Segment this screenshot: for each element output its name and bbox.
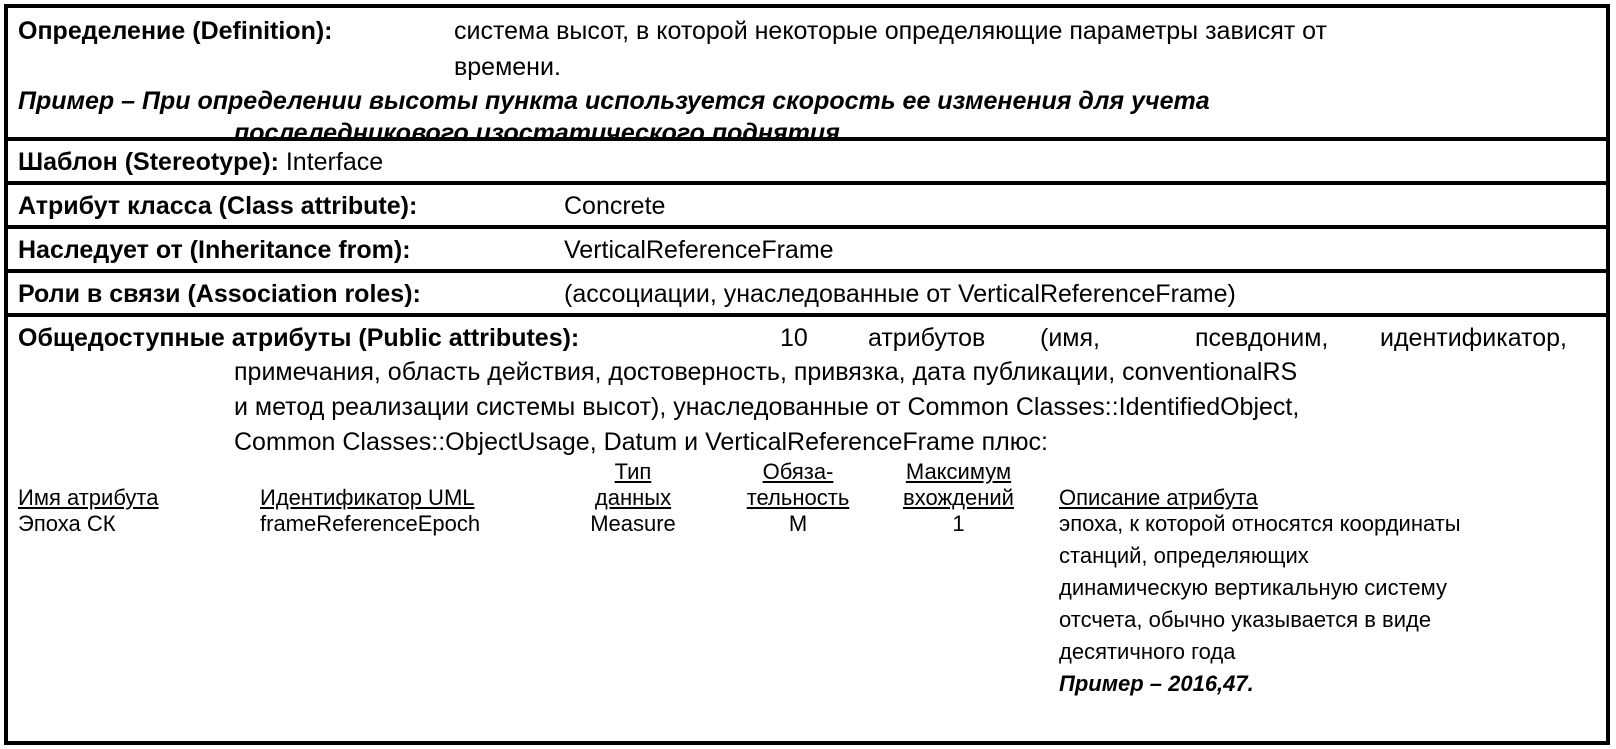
class-attribute-label: Атрибут класса (Class attribute):: [18, 192, 418, 220]
attr-desc-line1: эпоха, к которой относятся координаты: [1059, 511, 1461, 536]
association-roles-value: (ассоциации, унаследованные от VerticalReferenceFrame): [564, 280, 1236, 308]
attr-example: Пример – 2016,47.: [1059, 671, 1254, 696]
definition-label: Определение (Definition):: [18, 17, 333, 45]
attr-desc-line5: десятичного года: [1059, 639, 1236, 664]
public-attributes-word-5: идентификатор,: [1380, 324, 1567, 352]
public-attributes-word-3: (имя,: [1040, 324, 1100, 352]
class-attribute-row: [8, 185, 1606, 229]
inheritance-value: VerticalReferenceFrame: [564, 236, 834, 264]
definition-text-line2: времени.: [454, 53, 561, 81]
header-max-1: Максимум: [905, 459, 1012, 484]
public-attributes-line2: примечания, область действия, достоверность, привязка, дата публикации, conventionalRS: [234, 358, 1298, 386]
header-type-2: данных: [594, 485, 672, 510]
attr-oblig: M: [788, 511, 808, 536]
attr-max: 1: [952, 511, 965, 536]
stereotype-line: [18, 147, 383, 178]
public-attributes-word-1: 10: [780, 324, 808, 352]
attr-desc-line2: станций, определяющих: [1059, 543, 1309, 568]
stereotype-value: Interface: [278, 148, 384, 176]
public-attributes-word-2: атрибутов: [868, 324, 986, 352]
attr-desc-line3: динамическую вертикальную систему: [1059, 575, 1448, 600]
inheritance-row: [8, 229, 1606, 273]
public-attributes-row: [8, 317, 1606, 745]
public-attributes-line4: Common Classes::ObjectUsage, Datum и VerticalReferenceFrame плюс:: [234, 428, 1048, 456]
association-roles-label: Роли в связи (Association roles):: [18, 280, 421, 308]
header-oblig-2: тельность: [746, 485, 850, 510]
header-max-2: вхождений: [903, 485, 1014, 510]
public-attributes-label: Общедоступные атрибуты (Public attributes):: [18, 324, 580, 352]
header-oblig-1: Обяза-: [762, 459, 834, 484]
header-desc: Описание атрибута: [1059, 485, 1258, 510]
attr-desc-line4: отсчета, обычно указывается в виде: [1059, 607, 1432, 632]
association-roles-row: [8, 273, 1606, 317]
definition-table: [4, 4, 1610, 745]
header-type-1: Тип: [614, 459, 652, 484]
definition-text-line1: система высот, в которой некоторые определяющие параметры зависят от: [454, 17, 1327, 45]
attr-type: Measure: [590, 511, 676, 536]
inheritance-label: Наследует от (Inheritance from):: [18, 236, 411, 264]
header-uml: Идентификатор UML: [260, 485, 475, 510]
public-attributes-word-4: псевдоним,: [1195, 324, 1329, 352]
definition-example-line2: послеледникового изостатического поднятия.: [234, 119, 847, 147]
stereotype-row: [8, 141, 1606, 185]
attr-name: Эпоха СК: [18, 511, 116, 536]
header-name: Имя атрибута: [18, 485, 159, 510]
class-attribute-value: Concrete: [564, 192, 666, 220]
stereotype-label: Шаблон (Stereotype):: [18, 148, 279, 176]
definition-example-line1: Пример – При определении высоты пункта используется скорость ее изменения для учета: [18, 87, 1210, 115]
public-attributes-line3: и метод реализации системы высот), унаследованные от Common Classes::IdentifiedObject,: [234, 393, 1300, 421]
definition-row: [8, 8, 1606, 147]
attr-uml: frameReferenceEpoch: [260, 511, 481, 536]
